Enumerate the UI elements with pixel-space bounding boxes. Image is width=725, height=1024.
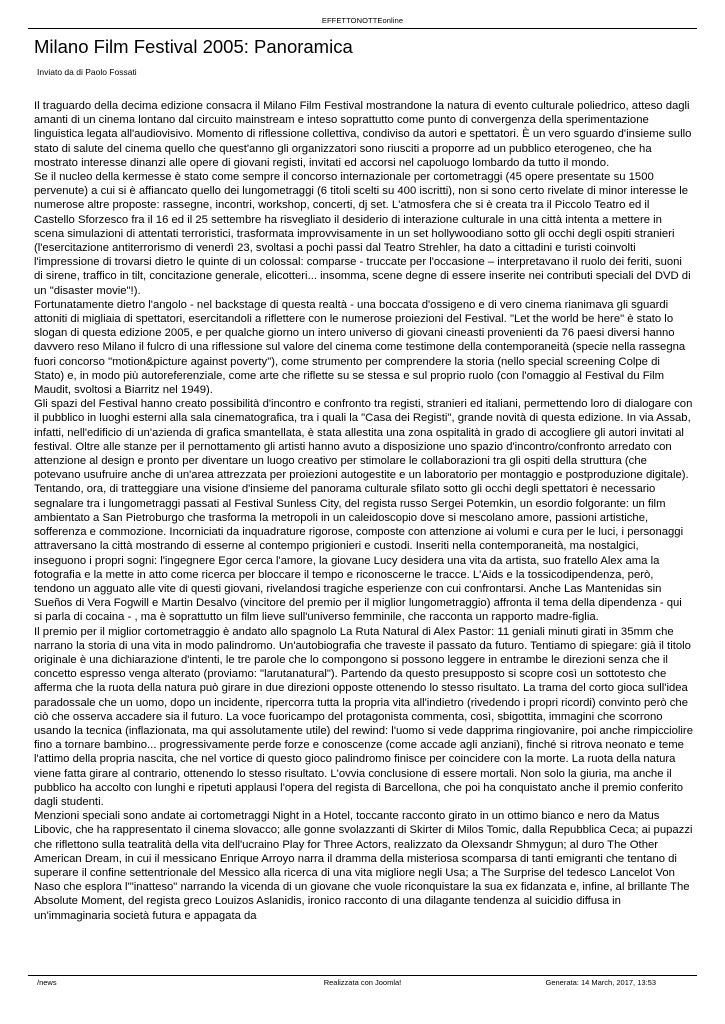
paragraph-6: Il premio per il miglior cortometraggio è andato allo spagnolo La Ruta Natural di Alex Pastor: 11 geniali minuti girati in 35mm che narrano la storia di una vita in modo palindromo. Un'autobiografia che traveste il passato da futuro. Tentiamo di spiegare: già il titolo originale è una dichiarazione d'intenti, le tre parole che lo compongono si possono leggere in entrambe le direzioni senza che il concetto espresso venga alterato (proviamo: "larutanatural"). Partendo da questo presupposto si scopre così un sottotesto che afferma che la ruota della natura può girare in due direzioni opposte ottenendo lo stesso risultato. La trama del corto gioca sull'idea paradossale che un uomo, dopo un incidente, ripercorra tutta la propria vita all'indietro (rivedendo i propri ricordi) convinto però che ciò che osserva accadere sia il futuro. La voce fuoricampo del protagonista commenta, così, sbigottita, immagini che scorrono usando la tecnica (inflazionata, ma qui assolutamente utile) del rewind: l'uomo si vede dapprima ringiovanire, poi anche rimpicciolire fino a tornare bambino... progressivamente perde forze e conoscenze (come accade agli anziani), finché si ritrova neonato e teme l'attimo della propria nascita, che nel vortice di questo gioco palindromo finisce per coincidere con la morte. La ruota della natura viene fatta girare al contrario, ottenendo lo stesso risultato. L'ovvia conclusione di essere mortali. Non solo la giuria, ma anche il pubblico ha accolto con lunghi e ripetuti applausi l'opera del regista di Barcellona, che poi ha conquistato anche il premio conferito dagli studenti. xyxy=(34,625,693,808)
footer-divider xyxy=(28,975,697,976)
footer-generated-date: Generata: 14 March, 2017, 13:53 xyxy=(545,978,656,987)
header-divider xyxy=(28,28,697,29)
paragraph-5: Tentando, ora, di tratteggiare una visione d'insieme del panorama culturale sfilato sotto gli occhi degli spettatori è necessario segnalare tra i lungometraggi passati al Festival Sunless City, del regista russo Sergei Potemkin, un esordio folgorante: un film ambientato a San Pietroburgo che trasforma la metropoli in un caleidoscopio dove si mescolano amore, passioni artistiche, sofferenza e commozione. Incorniciati da inquadrature rigorose, composte con attenzione ai volumi e cura per le luci, i personaggi attraversano la città mostrando di esserne al contempo prigionieri e custodi. Inseriti nella contemporaneità, ma nostalgici, inseguono i propri sogni: l'ingegnere Egor cerca l'amore, la giovane Lucy desidera una vita da artista, suo fratello Alex ama la fotografia e la mette in atto come ricerca per bloccare il tempo e riconoscerne le tracce. L'Aids e la tossicodipendenza, però, tendono un agguato alle vite di questi giovani, rivelandosi tragiche esperienze con cui confrontarsi. Anche Las Mantenidas sin Sueños di Vera Fogwill e Martin Desalvo (vincitore del premio per il miglior lungometraggio) affronta il tema della dipendenza - qui si parla di cocaina - , ma è soprattutto un film lieve sull'universo femminile, che racconta un rapporto madre-figlia. xyxy=(34,483,684,624)
paragraph-4: Gli spazi del Festival hanno creato possibilità d'incontro e confronto tra registi, stranieri ed italiani, permettendo loro di dialogare con il pubblico in luoghi esterni alla sala cinematografica, tra i quali la "Casa dei Registi", grande novità di questa edizione. In via Assab, infatti, nell'edificio di un'azienda di grafica smantellata, è stata allestita una zona ospitalità in grado di accogliere gli autori invitati al festival. Oltre alle stanze per il pernottamento gli artisti hanno avuto a disposizione uno spazio d'incontro/confronto arredato con attenzione al design e pronto per diventare un luogo creativo per stimolare le collaborazioni tra gli ospiti della struttura (che potevano usufruire anche di un'area attrezzata per proiezioni autogestite e un laboratorio per montaggio e postproduzione digitale). xyxy=(34,398,693,482)
article-byline: Inviato da di Paolo Fossati xyxy=(37,67,137,77)
footer-path: /news xyxy=(37,978,57,987)
article-title: Milano Film Festival 2005: Panoramica xyxy=(34,36,353,57)
paragraph-7: Menzioni speciali sono andate ai cortometraggi Night in a Hotel, toccante racconto girato in un ottimo bianco e nero da Matus Libovic, che ha rappresentato il cinema slovacco; alle gonne svolazzanti di Skirter di Milos Tomic, dalla Repubblica Ceca; ai pupazzi che riflettono sulla teatralità della vita dell'ucraino Play for Three Actors, realizzato da Olexsandr Shmygun; al duro The Other American Dream, in cui il messicano Enrique Arroyo narra il dramma della misteriosa scomparsa di tanti emigranti che tentano di superare il confine settentrionale del Messico alla ricerca di una vita migliore negli Usa; a The Surprise del tedesco Lancelot Von Naso che esplora l'"inatteso" narrando la vicenda di un giovane che vuole riconquistare la sua ex fidanzata e, infine, al brillante The Absolute Moment, del regista greco Louizos Aslanidis, ironico racconto di una dilagante tendenza al suicidio diffusa in un'immaginaria società futura e appagata da xyxy=(34,810,693,922)
paragraph-2: Se il nucleo della kermesse è stato come sempre il concorso internazionale per cortometraggi (45 opere presentate su 1500 pervenute) a cui si è affiancato quello dei lungometraggi (6 titoli scelti su 400 iscritti), non si sono certo rivelate di minor interesse le numerose altre proposte: rassegne, incontri, workshop, concerti, dj set. L'atmosfera che si è creata tra il Piccolo Teatro ed il Castello Sforzesco fra il 16 ed il 25 settembre ha risvegliato il desiderio di interazione culturale in una città intenta a mettere in scena simulazioni di attentati terroristici, trasformata improvvisamente in un set hollywoodiano sotto gli occhi degli ospiti stranieri (l'esercitazione antiterrorismo di venerdì 23, svoltasi a pochi passi dal Teatro Strehler, ha dato a cittadini e turisti coinvolti l'impressione di trovarsi dietro le quinte di un colossal: comparse - truccate per l'occasione – interpretavano il ruolo dei feriti, suoni di sirene, traffico in tilt, concitazione generale, elicotteri... insomma, scene degne di essere inserite nei contributi speciali del DVD di un "disaster movie"!). xyxy=(34,171,691,297)
paragraph-3: Fortunatamente dietro l'angolo - nel backstage di questa realtà - una boccata d'ossigeno e di vero cinema rianimava gli sguardi attoniti di migliaia di spettatori, esercitandoli a riflettere con le numerose proiezioni del Festival. "Let the world be here" è stato lo slogan di questa edizione 2005, e per qualche giorno un intero universo di giovani cineasti provenienti da 76 paesi diversi hanno davvero reso Milano il fulcro di una riflessione sul valore del cinema come testimone della contemporaneità (specie nella rassegna fuori concorso "motion&picture against poverty"), come strumento per comprendere la storia (nello special screening Colpe di Stato) e, in modo più autoreferenziale, come arte che riflette su se stessa e sul proprio ruolo (con l'omaggio al Festival du Film Maudit, svoltosi a Biarritz nel 1949). xyxy=(34,298,686,397)
paragraph-1: Il traguardo della decima edizione consacra il Milano Film Festival mostrandone la natura di evento culturale poliedrico, atteso dagli amanti di un cinema lontano dal circuito mainstream e inteso soprattutto come punto di convergenza della sperimentazione linguistica legata all'audiovisivo. Momento di riflessione collettiva, condiviso da autori e spettatori. È un vero sguardo d'insieme sullo stato di salute del cinema quello che quest'anno gli organizzatori sono riusciti a proporre ad un pubblico eterogeneo, che ha mostrato interesse dinanzi alle opere di giovani registi, invitati ed accorsi nel capoluogo lombardo da tutto il mondo. xyxy=(34,100,692,169)
article-body xyxy=(34,99,693,923)
footer-credit: Realizzata con Joomla! xyxy=(323,978,402,987)
site-header: EFFETTONOTTEonline xyxy=(321,16,404,25)
